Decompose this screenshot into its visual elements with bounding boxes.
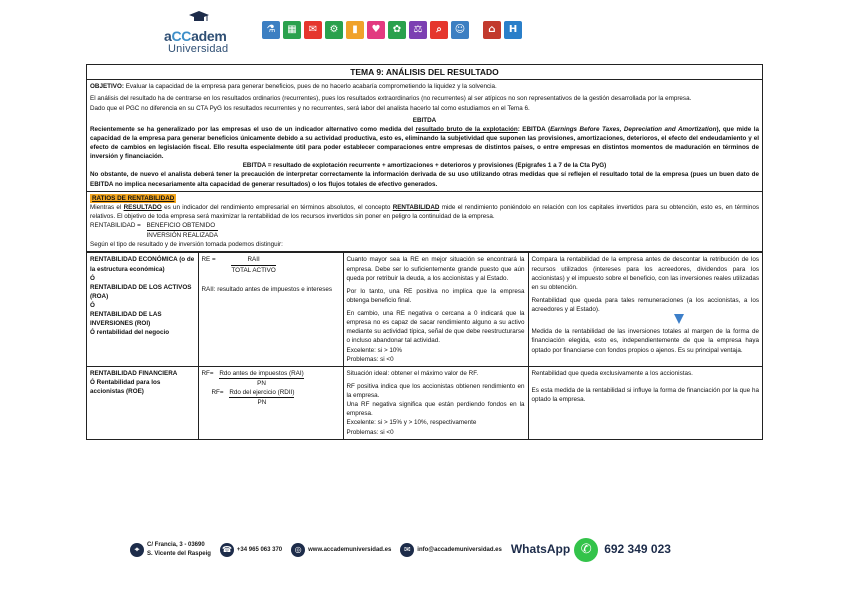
accadem-logo [160,10,240,56]
graduation-cap-icon [188,10,210,24]
table-row [87,366,762,438]
roe-description-cell: Rentabilidad que queda exclusivamente a los accionistas. Es esta medida de la rentabilidad si influye la forma de financiación por la que ha optado la empresa. [528,366,762,438]
document-body [86,64,763,440]
ordinary-results-paragraph: El análisis del resultado ha de centrarse en los resultados ordinarios (recurrentes), pues los resultados extraordinarios (no recurrentes) al ser atípicos no son representativos de la gestión desarrollada por la empresa. [90,95,692,103]
phone[interactable]: ☎ +34 965 063 370 [220,543,282,557]
heart-icon: ♥ [367,21,385,39]
mail-icon: ✉ [400,543,414,557]
roa-name-cell: RENTABILIDAD ECONÓMICA (o de la estructura económica) Ó RENTABILIDAD DE LOS ACTIVOS (ROA) Ó RENTABILIDAD DE LAS INVERSIONES (ROI) Ó rentabilidad del negocio [87,253,198,366]
ebitda-heading: EBITDA [412,116,437,124]
address: ⌖ C/ Francia, 3 - 03690 S. Vicente del Raspeig [130,541,211,558]
leaf-icon: ✿ [388,21,406,39]
bars-icon: ▮ [346,21,364,39]
scale-icon: ⚖ [409,21,427,39]
roe-formula-cell: RF= $\frac{\text{Rdo antes de impuestos (RAI)}}{PN}$ RF= $\frac{\text{Rdo del ejercicio (RDII)}}{PN}$ [198,366,343,438]
page-header [0,0,848,62]
ratios-label: RATIOS DE RENTABILIDAD [92,194,175,202]
ebitda-warning: No obstante, de nuevo el analista deberá tener la precaución de interpretar correctamente la información derivada de su uso utilizando otras medidas que sí reflejen el resultado total de la empresa (pues un buen dato de EBITDA no implica necesariamente alta capacidad de generar resultados) o los flujos totales de efectivo generados. [90,171,759,188]
faculty-icon-row [262,21,522,41]
ratios-section [87,192,762,253]
intro-section [87,80,762,191]
icon-spacer [472,21,480,41]
university-icon: ⌂ [483,21,501,39]
roe-name-cell: RENTABILIDAD FINANCIERA Ó Rentabilidad para los accionistas (ROE) [87,366,198,438]
roa-description-cell: Compara la rentabilidad de la empresa antes de descontar la retribución de los recursos utilizados (intereses para los acreedores, dividendos para los accionistas) y el impuesto sobre el beneficio, con las inversiones reales utilizadas en su obtención. Rentabilidad que queda para tales remuneraciones (a los accionistas, a los acreedores y al Estado). Medida de la rentabilidad de las inversiones totales al margen de la forma de financiación elegida, esto es, independientemente de que la empresa haya optado por financiarse con fondos propios o ajenos. Es su principal ventaja. [528,253,762,366]
chart-icon: ▦ [283,21,301,39]
arrow-down-icon [672,314,686,324]
roe-interpretation-cell: Situación ideal: obtener el máximo valor de RF. RF positiva indica que los accionistas obtienen rendimiento en la empresa. Una RF negativa significa que están perdiendo fondos en la empresa. Excelente: si > 15% y > 10%, respectivamente Problemas: si <0 [343,366,528,438]
brand-name: aCCadem [164,28,227,44]
ebitda-formula: EBITDA = resultado de explotación recurrente + amortizaciones + deterioros y provisiones (Epígrafes 1 a 7 de la Cta PyG) [242,162,607,170]
roa-interpretation-cell: Cuanto mayor sea la RE en mejor situación se encontrará la empresa. Debe ser lo suficientemente grande puesto que aún queda por retribuir la deuda, a los accionistas y al Estado. Por lo tanto, una RE positiva no implica que la empresa obtenga beneficio final. En cambio, una RE negativa o cercana a 0 indicará que la empresa no es capaz de sacar rendimiento alguno a su activo mediante su actividad típica, señal de que debe reestructurarse o incluso abandonar tal actividad. Excelente: si > 10% Problemas: si <0 [343,253,528,366]
megaphone-icon: ✉ [304,21,322,39]
whatsapp-icon[interactable]: ✆ [574,538,598,562]
whatsapp-label: WhatsApp [510,542,571,557]
ebitda-paragraph: Recientemente se ha generalizado por las empresas el uso de un indicador alternativo como medida del resultado bruto de la explotación: EBITDA (Earnings Before Taxes, Depreciation and Amortization), que mide la capacidad de la empresa para generar beneficios únicamente debido a su actividad productiva, esto es, eliminando la subjetividad que suponen las provisiones, amortizaciones, deterioros, el efecto del endeudamiento y el efecto de cambios en legislación fiscal. Ello resulta especialmente útil para poder establecer comparaciones entre empresas de distintos países, o entre empresas en distintos momentos de maduración en términos de inversión y financiación. [90,125,759,161]
table-row [87,253,762,366]
ratios-types: Según el tipo de resultado y de inversión tomada podemos distinguir: [90,241,283,249]
gears-icon: ⚙ [325,21,343,39]
roa-formula-cell: RE = $\frac{\text{RAII}}{\text{TOTAL ACTIVO}}$ RAII: resultado antes de impuestos e intereses [198,253,343,366]
brand-subtitle: Universidad [168,43,229,55]
people-icon: ☺ [451,21,469,39]
location-icon: ⌖ [130,543,144,557]
page-title: TEMA 9: ANÁLISIS DEL RESULTADO [87,65,762,80]
globe-icon: ◎ [291,543,305,557]
page-footer [130,534,730,566]
magnifier-icon: ⌕ [430,21,448,39]
phone-icon: ☎ [220,543,234,557]
flask-icon: ⚗ [262,21,280,39]
hospital-icon: H [504,21,522,39]
website-link[interactable]: ◎ www.accademuniversidad.es [291,543,391,557]
objective-paragraph: OBJETIVO: Evaluar la capacidad de la empresa para generar beneficios, pues de no hacerlo acabaría comprometiendo la liquidez y la solvencia. [90,83,497,91]
whatsapp-number[interactable]: 692 349 023 [604,542,671,557]
rentabilidad-formula: RENTABILIDAD = $\frac{\text{BENEFICIO OBTENIDO}}{\text{INVERSIÓN REALIZADA}}$ [90,222,218,240]
pgc-paragraph: Dado que el PGC no diferencia en su CTA PyG los resultados recurrentes y no recurrentes, será labor del analista hacerlo tal como estudiamos en el Tema 6. [90,104,530,112]
email-link[interactable]: ✉ info@accademuniversidad.es [400,543,502,557]
ratios-table [87,252,762,438]
ratios-paragraph: Mientras el RESULTADO es un indicador del rendimiento empresarial en términos absolutos, el concepto RENTABILIDAD mide el rendimiento poniéndolo en relación con los capitales invertidos para su obtención, esto es, en términos relativos. El objetivo de toda empresa será maximizar la rentabilidad de los recursos invertidos sin poner en peligro la continuidad de la empresa. [90,203,759,220]
